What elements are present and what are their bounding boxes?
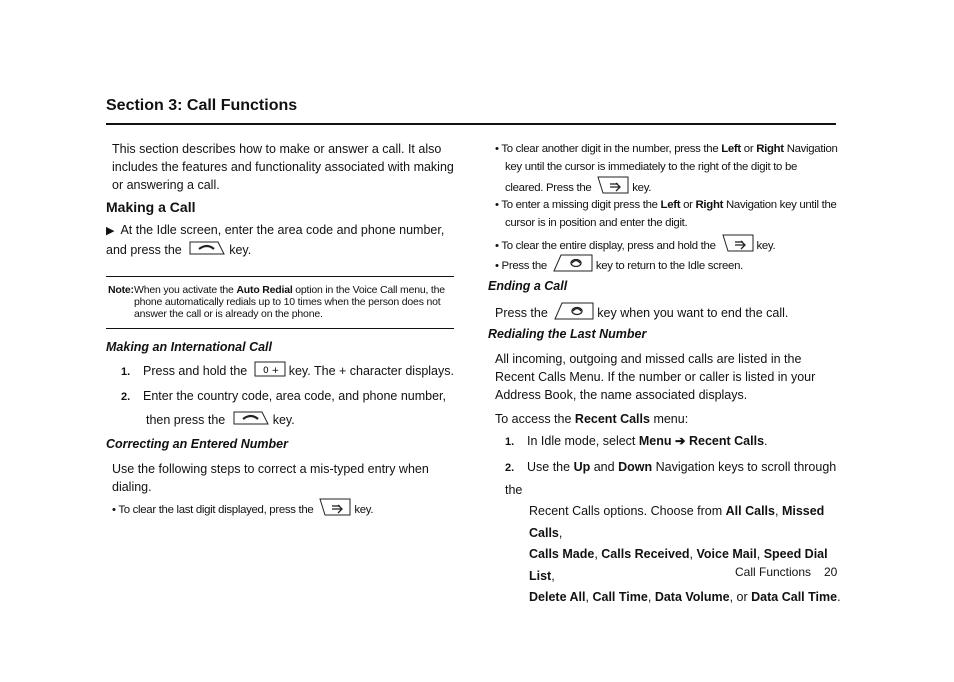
bullet-text: or bbox=[683, 199, 693, 211]
bullet-text: • Press the bbox=[495, 260, 547, 273]
step-text-post: key. bbox=[272, 412, 295, 427]
option-data-volume: Data Volume bbox=[654, 590, 730, 604]
step-number: 1. bbox=[505, 436, 515, 448]
making-call-heading: Making a Call bbox=[106, 199, 196, 215]
making-call-step-text-post: key. bbox=[229, 242, 252, 257]
correcting-intro: Use the following steps to correct a mis-typed entry when dialing. bbox=[112, 462, 429, 494]
option-call-time: Call Time bbox=[592, 590, 648, 604]
arrow-icon: ➔ bbox=[675, 434, 686, 448]
left-key-label: Left bbox=[721, 143, 741, 155]
correcting-heading: Correcting an Entered Number bbox=[106, 437, 288, 451]
left-key-label: Left bbox=[660, 199, 681, 211]
recent-calls-label: Recent Calls bbox=[574, 412, 650, 426]
ending-text-post: key when you want to end the call. bbox=[597, 305, 789, 320]
punct: . bbox=[837, 590, 841, 604]
note-text-post: option in the Voice Call menu, the phone automatically redials up to 10 times when the person does not answer the call or is already on the phone. bbox=[134, 284, 445, 320]
bullet-text: key until the cursor is immediately to the right of the digit to be bbox=[505, 161, 798, 173]
note-text-pre: When you activate the bbox=[134, 284, 234, 296]
step-number: 1. bbox=[121, 365, 131, 378]
page-title: Section 3: Call Functions bbox=[106, 97, 298, 114]
making-call-step-text-pre: At the Idle screen, enter the area code and phone number, and press the bbox=[106, 223, 445, 257]
note-bottom-rule bbox=[106, 328, 454, 329]
step-text-pre: then press the bbox=[146, 412, 226, 427]
zero-plus-key-icon bbox=[254, 361, 286, 382]
svg-text:0 +: 0 + bbox=[262, 366, 279, 376]
option-speed-dial-list: Speed Dial List bbox=[529, 547, 828, 583]
access-recent-calls bbox=[495, 410, 840, 428]
menu-label: Menu bbox=[638, 434, 672, 448]
punct: , bbox=[594, 547, 598, 561]
bullet-text: cursor is in position and enter the digit. bbox=[505, 217, 688, 229]
note-box bbox=[108, 284, 453, 320]
step-text: Navigation keys to scroll through the bbox=[505, 460, 837, 497]
down-key-label: Down bbox=[618, 460, 653, 474]
title-divider bbox=[106, 123, 836, 125]
correcting-bullet-1 bbox=[112, 498, 452, 522]
option-delete-all: Delete All bbox=[529, 590, 586, 604]
end-key-icon bbox=[554, 302, 594, 325]
bullet-text: • To clear another digit in the number, press the bbox=[495, 143, 719, 155]
option-all-calls: All Calls bbox=[725, 504, 775, 518]
punct: , bbox=[689, 547, 694, 561]
recent-calls-label: Recent Calls bbox=[688, 434, 765, 448]
bullet-text: • To clear the entire display, press and hold the bbox=[495, 240, 716, 253]
punct: , bbox=[585, 590, 589, 604]
right-bullet-2 bbox=[495, 196, 840, 232]
bullet-text-pre: • To clear the last digit displayed, press the bbox=[112, 504, 314, 517]
bullet-text: key to return to the Idle screen. bbox=[595, 260, 743, 273]
punct: , bbox=[647, 590, 652, 604]
international-step-1 bbox=[121, 361, 456, 382]
clear-key-icon bbox=[319, 498, 351, 522]
access-text-pre: To access the bbox=[495, 412, 572, 426]
right-key-label: Right bbox=[695, 199, 724, 211]
note-auto-redial: Auto Redial bbox=[236, 284, 293, 296]
punct: , bbox=[756, 547, 761, 561]
making-call-step bbox=[106, 221, 456, 261]
step-text: In Idle mode, select bbox=[527, 434, 636, 448]
option-voice-mail: Voice Mail bbox=[696, 547, 757, 561]
send-key-icon bbox=[232, 410, 270, 431]
bullet-text: key. bbox=[632, 182, 652, 195]
step-number: 2. bbox=[505, 462, 515, 474]
redialing-step-2 bbox=[505, 457, 845, 609]
right-key-label: Right bbox=[756, 143, 784, 155]
access-text-post: menu: bbox=[653, 412, 689, 426]
step-number: 2. bbox=[121, 391, 131, 403]
ending-heading: Ending a Call bbox=[488, 279, 568, 293]
send-key-icon bbox=[188, 240, 226, 261]
up-key-label: Up bbox=[573, 460, 591, 474]
option-data-call-time: Data Call Time bbox=[751, 590, 838, 604]
international-step-2 bbox=[121, 387, 456, 431]
note-top-rule bbox=[106, 276, 454, 277]
footer-section-label: Call Functions bbox=[735, 565, 812, 579]
ending-paragraph bbox=[495, 302, 835, 325]
step-text-post: key. The + character displays. bbox=[288, 363, 454, 378]
option-missed-calls: Missed Calls bbox=[529, 504, 825, 540]
punct: , bbox=[551, 568, 555, 583]
option-calls-made: Calls Made bbox=[529, 547, 595, 561]
punct: , bbox=[774, 504, 779, 518]
step-text: Press and hold the bbox=[143, 363, 248, 378]
right-bullet-1 bbox=[495, 140, 840, 200]
bullet-text: or bbox=[743, 143, 754, 155]
bullet-text: cleared. Press the bbox=[505, 182, 592, 195]
international-heading: Making an International Call bbox=[106, 340, 272, 354]
ending-text-pre: Press the bbox=[495, 305, 548, 320]
footer-page-number: 20 bbox=[824, 565, 838, 579]
punct: , or bbox=[729, 590, 748, 604]
redialing-paragraph: All incoming, outgoing and missed calls are listed in the Recent Calls Menu. If the number or caller is listed in your Address Book, the name associated displays. bbox=[495, 352, 816, 402]
redialing-heading: Redialing the Last Number bbox=[488, 327, 647, 341]
bullet-text: key. bbox=[756, 240, 776, 253]
end-key-icon bbox=[553, 254, 593, 278]
intro-paragraph: This section describes how to make or answer a call. It also includes the features and functionality associated with making or answering a call. bbox=[112, 142, 454, 192]
bullet-text: • To enter a missing digit press the bbox=[495, 199, 658, 211]
step-text: Use the bbox=[527, 460, 571, 474]
right-bullet-4 bbox=[495, 254, 840, 278]
bullet-text: Navigation bbox=[786, 143, 838, 155]
bullet-text-post: key. bbox=[354, 504, 374, 517]
redialing-step-1 bbox=[505, 432, 840, 451]
arrow-bullet-icon: ▶ bbox=[106, 225, 115, 237]
step-text: and bbox=[593, 460, 615, 474]
punct: , bbox=[558, 525, 563, 540]
punct: . bbox=[764, 434, 768, 448]
step-text: Enter the country code, area code, and phone number, bbox=[143, 389, 446, 403]
option-calls-received: Calls Received bbox=[601, 547, 690, 561]
note-label: Note: bbox=[108, 284, 134, 296]
bullet-text: Navigation key until the bbox=[725, 199, 837, 211]
step-text: Recent Calls options. Choose from bbox=[529, 504, 723, 518]
